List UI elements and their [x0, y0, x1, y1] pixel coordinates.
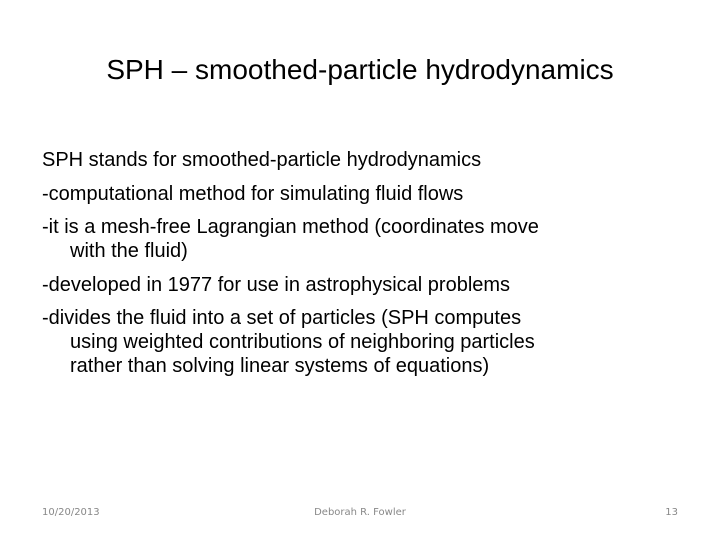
- body-line: -computational method for simulating fluid flows: [42, 182, 464, 205]
- body-line-continuation: with the fluid): [70, 240, 188, 262]
- footer-page-number: 13: [665, 507, 678, 518]
- slide-title: SPH – smoothed-particle hydrodynamics: [106, 54, 614, 85]
- slide-body: [42, 148, 682, 388]
- body-line: -developed in 1977 for use in astrophysical problems: [42, 273, 511, 296]
- body-line-continuation: using weighted contributions of neighboring particles: [70, 331, 535, 353]
- footer-date: 10/20/2013: [42, 507, 100, 518]
- body-line-continuation: rather than solving linear systems of equations): [70, 355, 490, 377]
- footer-author: Deborah R. Fowler: [314, 507, 406, 518]
- body-line: -divides the fluid into a set of particles (SPH computes: [42, 307, 522, 329]
- body-line: -it is a mesh-free Lagrangian method (coordinates move: [42, 216, 539, 238]
- body-line: SPH stands for smoothed-particle hydrodynamics: [42, 149, 482, 171]
